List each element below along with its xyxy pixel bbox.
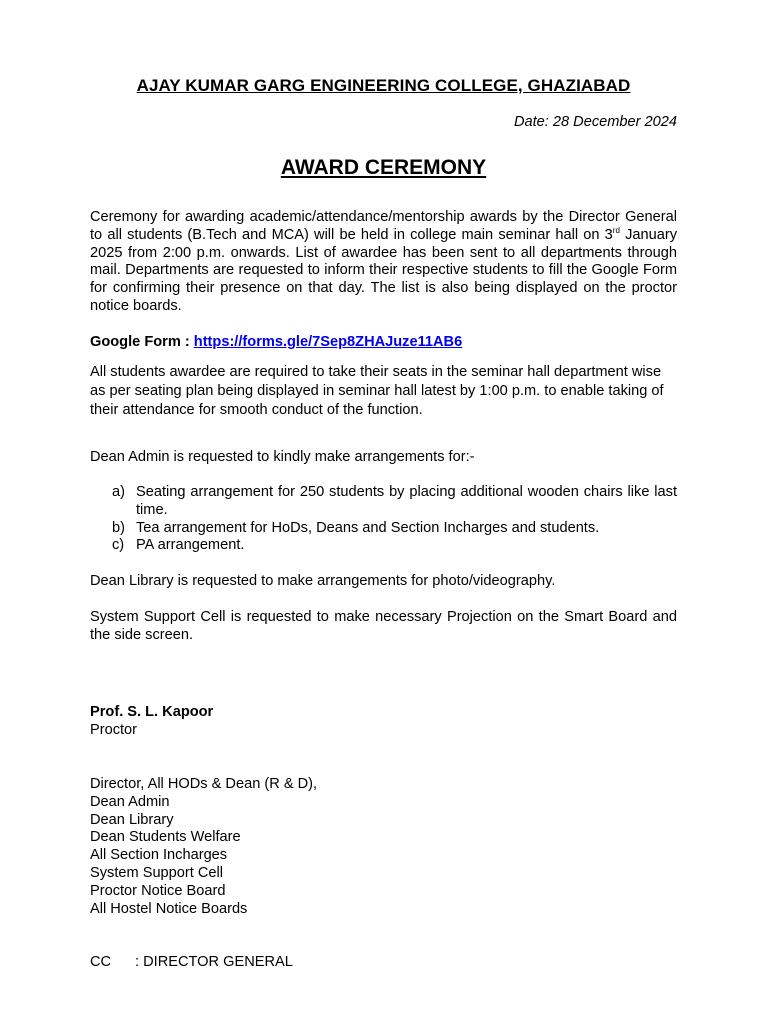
list-item: Proctor Notice Board <box>90 882 226 899</box>
google-form-link[interactable]: https://forms.gle/7Sep8ZHAJuze11AB6 <box>193 334 463 350</box>
list-item: Director, All HODs & Dean (R & D), <box>90 776 318 792</box>
google-form-line <box>90 334 462 350</box>
list-item: Dean Admin <box>90 793 170 810</box>
list-item <box>90 484 677 520</box>
list-item: System Support Cell <box>90 864 224 881</box>
list-item-marker: b) <box>112 519 125 536</box>
distribution-list <box>90 776 317 918</box>
list-item: Dean Library <box>90 811 174 828</box>
intro-text-start: Ceremony for awarding academic/attendance/mentorship awards by the Director General to all students (B.Tech and MCA) will be held in college main seminar hall on 3 <box>90 209 677 243</box>
list-item-text: Tea arrangement for HoDs, Deans and Section Incharges and students. <box>136 519 600 536</box>
signatory-role: Proctor <box>90 722 138 738</box>
cc-line <box>90 954 293 970</box>
list-item: All Hostel Notice Boards <box>90 900 248 917</box>
college-name-heading: AJAY KUMAR GARG ENGINEERING COLLEGE, GHAZIABAD <box>136 76 631 95</box>
list-item-text: Seating arrangement for 250 students by placing additional wooden chairs like last time. <box>136 484 677 518</box>
document-page <box>90 0 677 1024</box>
cc-recipient: : DIRECTOR GENERAL <box>135 954 293 970</box>
list-item <box>90 520 677 538</box>
list-item-marker: a) <box>112 484 125 500</box>
dean-admin-request: Dean Admin is requested to kindly make arrangements for:- <box>90 449 475 465</box>
list-item: Dean Students Welfare <box>90 829 241 846</box>
dean-library-request: Dean Library is requested to make arrangements for photo/videography. <box>90 573 556 589</box>
document-title: AWARD CEREMONY <box>280 156 487 179</box>
list-item: All Section Incharges <box>90 847 228 864</box>
ordinal-suffix: rd <box>612 225 620 235</box>
google-form-label: Google Form : <box>90 334 194 350</box>
intro-text-end: January 2025 from 2:00 p.m. onwards. List of awardee has been sent to all departments through mail. Departments are requested to inform their respective students to fill the Google Form for confirming their presence on that day. The list is also being displayed on the proctor notice boards. <box>90 226 678 314</box>
document-date: Date: 28 December 2024 <box>513 114 677 130</box>
list-item-marker: c) <box>112 537 125 554</box>
system-support-request: System Support Cell is requested to make necessary Projection on the Smart Board and the side screen. <box>90 609 677 643</box>
arrangements-list <box>90 484 677 555</box>
list-item-text: PA arrangement. <box>136 537 245 554</box>
seating-instructions-paragraph: All students awardee are required to take their seats in the seminar hall department wise as per seating plan being displayed in seminar hall latest by 1:00 p.m. to enable taking of their attendance for smooth conduct of the function. <box>90 364 664 419</box>
cc-label: CC <box>90 954 112 970</box>
list-item <box>90 537 677 555</box>
intro-paragraph <box>90 209 677 316</box>
signatory-name: Prof. S. L. Kapoor <box>90 704 214 720</box>
